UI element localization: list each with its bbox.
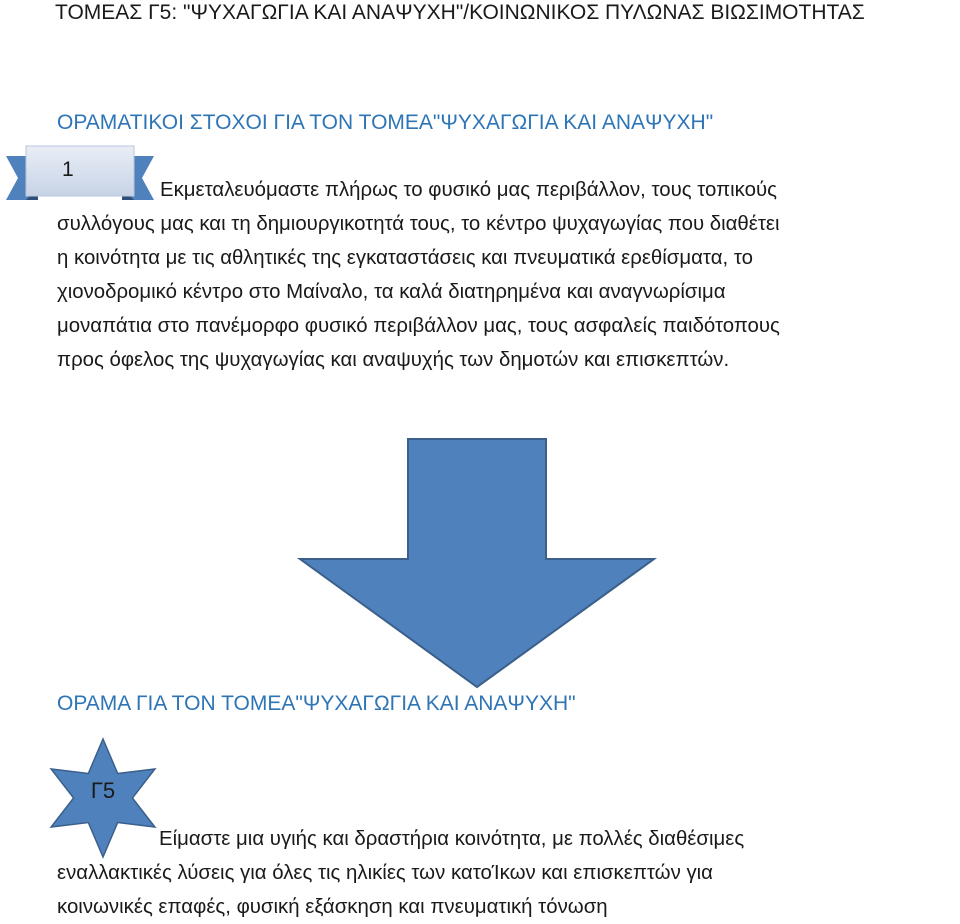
- down-arrow-icon: [296, 437, 658, 691]
- goals-heading: ΟΡΑΜΑΤΙΚΟΙ ΣΤΟΧΟΙ ΓΙΑ ΤΟΝ ΤΟΜΕΑ"ΨΥΧΑΓΩΓΙΑ ΚΑΙ ΑΝΑΨΥΧΗ": [57, 111, 714, 134]
- vision-star-label: Γ5: [90, 778, 116, 803]
- goals-paragraph: [57, 173, 780, 377]
- goals-line: χιονοδρομικό κέντρο στο Μαίναλο, τα καλά διατηρημένα και αναγνωρίσιμα: [57, 281, 726, 303]
- goals-line: προς όφελος της ψυχαγωγίας και αναψυχής των δημοτών και επισκεπτών.: [57, 349, 730, 371]
- vision-line: Είμαστε μια υγιής και δραστήρια κοινότητα, με πολλές διαθέσιμες: [159, 828, 745, 850]
- goals-line: συλλόγους μας και τη δημιουργικοτητά τους, το κέντρο ψυχαγωγίας που διαθέτει: [57, 213, 780, 235]
- vision-heading: ΟΡΑΜΑ ΓΙΑ ΤΟΝ ΤΟΜΕΑ"ΨΥΧΑΓΩΓΙΑ ΚΑΙ ΑΝΑΨΥΧΗ": [57, 692, 576, 715]
- goal-number-badge: 1: [62, 158, 74, 181]
- page-title: ΤΟΜΕΑΣ Γ5: "ΨΥΧΑΓΩΓΙΑ ΚΑΙ ΑΝΑΨΥΧΗ"/ΚΟΙΝΩΝΙΚΟΣ ΠΥΛΩΝΑΣ ΒΙΩΣΙΜΟΤΗΤΑΣ: [55, 1, 865, 24]
- goals-line: Εκμεταλευόμαστε πλήρως το φυσικό μας περιβάλλον, τους τοπικούς: [160, 179, 777, 201]
- goals-line: μοναπάτια στο πανέμορφο φυσικό περιβάλλον μας, τους ασφαλείς παιδότοπους: [57, 315, 780, 337]
- vision-line: κοινωνικές επαφές, φυσική εξάσκηση και πνευματική τόνωση: [57, 896, 608, 918]
- vision-line: εναλλακτικές λύσεις για όλες τις ηλικίες των κατοΊκων και επισκεπτών για: [57, 862, 713, 884]
- vision-paragraph: [57, 822, 744, 924]
- goals-line: η κοινότητα με τις αθλητικές της εγκαταστάσεις και πνευματικά ερεθίσματα, το: [57, 247, 753, 269]
